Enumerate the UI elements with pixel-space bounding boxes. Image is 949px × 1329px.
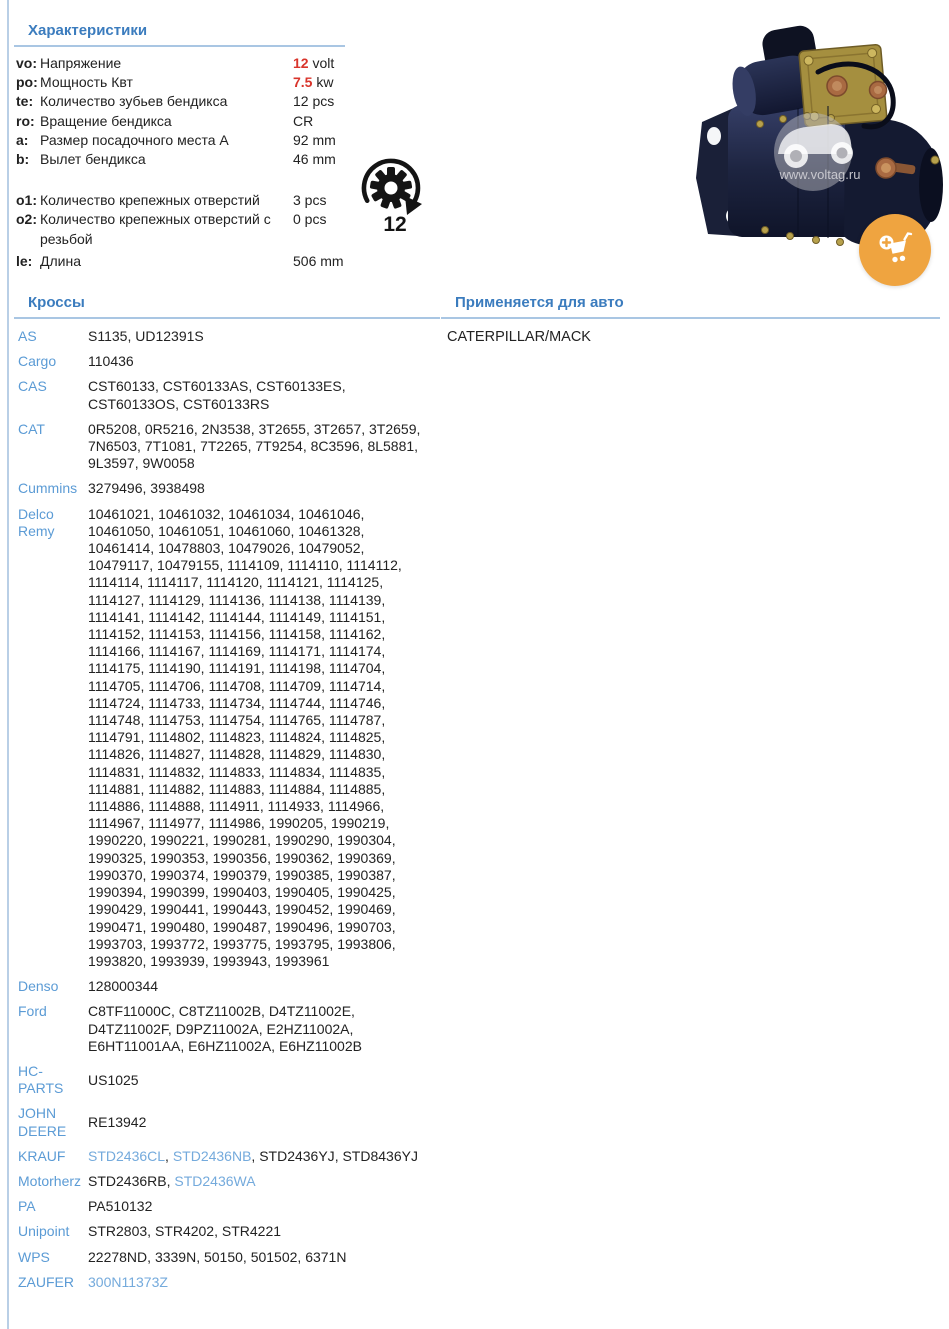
cross-values xyxy=(88,978,432,995)
teeth-count-label: 12 xyxy=(383,213,407,235)
char-row xyxy=(14,73,345,92)
cross-row xyxy=(14,978,440,995)
cross-value: 1114791 xyxy=(88,729,141,746)
cross-value: 1114966 xyxy=(327,798,381,815)
char-code: te: xyxy=(16,93,34,110)
cross-brand-link[interactable]: Denso xyxy=(18,978,59,995)
char-value: 3 pcs xyxy=(293,192,327,209)
cross-values: C8TF11000C, C8TZ11002B, D4TZ11002E, D4TZ11002F, D9PZ11002A, E2HZ11002A, E6HT11001AA, E6HZ11002A, E6HZ11002B xyxy=(88,1003,362,1054)
rotation-teeth-badge xyxy=(355,155,431,235)
characteristics-section xyxy=(14,22,345,271)
cross-value: 6371N xyxy=(305,1248,347,1265)
cross-value: STD8436YJ xyxy=(342,1147,418,1164)
cross-value: 8L5881 xyxy=(367,438,415,455)
cross-value: 1114830 xyxy=(328,746,382,763)
cross-value: 22278ND xyxy=(88,1248,148,1265)
cross-value: 10461414 xyxy=(88,540,151,557)
cross-value: 1990356 xyxy=(212,849,268,866)
cross-value: 0R5208 xyxy=(88,420,138,437)
cross-value: 1114156 xyxy=(208,626,261,643)
char-value-number: 92 xyxy=(293,131,309,148)
char-code: ro: xyxy=(16,112,35,129)
cross-value: 1990379 xyxy=(212,866,268,883)
char-row xyxy=(14,54,345,73)
cross-value: 1990405 xyxy=(274,884,330,901)
cross-value: 1114704 xyxy=(328,660,382,677)
char-name: Вылет бендикса xyxy=(40,151,146,168)
cross-value: CST60133 xyxy=(88,378,155,395)
cross-value: 1114191 xyxy=(208,660,261,677)
cross-value: 1114169 xyxy=(208,643,261,660)
cross-value: 110436 xyxy=(88,353,134,370)
cross-value: 1114121 xyxy=(266,574,319,591)
cross-values: 3279496, 3938498 xyxy=(88,480,205,497)
cross-value: 1114151 xyxy=(328,608,382,625)
cross-value: 1114977 xyxy=(148,815,201,832)
cross-value: 1990220 xyxy=(88,832,143,849)
section-divider xyxy=(441,317,940,319)
cross-value: 1114709 xyxy=(268,677,322,694)
cross-value: 3T2659 xyxy=(369,420,417,437)
cross-value: 1990221 xyxy=(150,832,205,849)
cross-value: 1990205 xyxy=(268,815,324,832)
cross-value: 1114765 xyxy=(268,712,322,729)
watermark-text: www.voltag.ru xyxy=(779,167,861,182)
cross-value: 1114198 xyxy=(268,660,322,677)
product-photo xyxy=(650,2,949,290)
cross-value: 1114823 xyxy=(208,729,261,746)
char-name: Напряжение xyxy=(40,55,122,71)
cross-values xyxy=(88,353,432,370)
char-name: Вращение бендикса xyxy=(40,112,172,129)
cross-value: 1114110 xyxy=(287,557,339,574)
cross-value: 1990469 xyxy=(337,901,392,918)
cross-value: 1990703 xyxy=(337,918,392,935)
cross-value: STR4221 xyxy=(221,1223,282,1240)
cross-row xyxy=(14,1274,440,1291)
cross-value: 1114828 xyxy=(208,746,261,763)
cart-plus-icon xyxy=(875,230,915,270)
cross-value: 1114175 xyxy=(88,660,141,677)
cross-value: 1114753 xyxy=(148,712,201,729)
cross-value: 1990369 xyxy=(337,849,392,866)
char-value: 92 mm xyxy=(293,131,336,148)
cross-value: 1114708 xyxy=(208,677,261,694)
cross-value-link[interactable]: STD2436WA xyxy=(174,1172,256,1189)
char-code: b: xyxy=(16,151,30,168)
cross-value: 1114829 xyxy=(268,746,322,763)
cross-value: 1114787 xyxy=(328,712,382,729)
char-row xyxy=(14,210,345,248)
cross-row xyxy=(14,1223,440,1240)
cross-value: STD2436YJ xyxy=(259,1147,335,1164)
cross-brand-link[interactable]: PA xyxy=(18,1198,36,1215)
char-value-number: 12 xyxy=(293,55,309,71)
cross-value: E6HT11001AA xyxy=(88,1037,181,1054)
cross-value: CST60133OS xyxy=(88,395,176,412)
cross-value: 1990403 xyxy=(212,884,268,901)
cross-value: 9L3597 xyxy=(88,455,135,472)
cross-value: 1114888 xyxy=(148,798,201,815)
char-value: 12 pcs xyxy=(293,93,335,110)
cross-value: 1114114 xyxy=(88,574,140,591)
cross-value: 1114883 xyxy=(208,780,261,797)
cross-value: 1114117 xyxy=(147,574,199,591)
cross-value: 10479117 xyxy=(88,557,150,574)
char-code: o2: xyxy=(16,211,37,228)
cross-brand-link[interactable]: Cargo xyxy=(18,353,57,370)
cross-value: 10461050 xyxy=(88,522,151,539)
cross-value: 1114831 xyxy=(88,763,141,780)
cross-value: 1114174 xyxy=(328,643,382,660)
cross-value: 1990385 xyxy=(274,866,330,883)
cross-value: 10461046 xyxy=(298,505,361,522)
cross-value: 1114744 xyxy=(268,694,322,711)
cross-value: 1114967 xyxy=(88,815,141,832)
cross-value: S1135 xyxy=(88,328,128,344)
cross-value: 7T2265 xyxy=(200,438,248,455)
cross-value: 1114886 xyxy=(88,798,141,815)
cross-row xyxy=(14,1173,440,1190)
cross-value: 7T1081 xyxy=(144,438,193,455)
cross-value: 1114162 xyxy=(328,626,382,643)
application-item: CATERPILLAR/MACK xyxy=(447,329,591,345)
cross-value: 1114706 xyxy=(148,677,201,694)
cross-value: 1990290 xyxy=(274,832,330,849)
cross-brand-link[interactable]: KRAUF xyxy=(18,1147,66,1164)
char-value: 0 pcs xyxy=(293,211,327,228)
cross-value: 1114833 xyxy=(208,763,261,780)
cross-value: D9PZ11002A xyxy=(175,1020,259,1037)
gear-rotation-icon xyxy=(355,155,431,235)
cross-value: 1990487 xyxy=(212,918,268,935)
applications-list xyxy=(441,328,940,347)
cross-value: E6HZ11002A xyxy=(188,1037,272,1054)
cross-value: 1114171 xyxy=(268,643,322,660)
cross-value-link[interactable]: STD2436CL xyxy=(88,1147,166,1164)
crosses-section xyxy=(14,294,440,1299)
cross-brand-link[interactable]: Unipoint xyxy=(18,1223,70,1240)
cross-value: 1114166 xyxy=(88,643,141,660)
cross-values xyxy=(88,1198,432,1215)
cross-value: 1993703 xyxy=(88,935,143,952)
cross-value: UD12391S xyxy=(135,328,204,344)
cross-value: 1993795 xyxy=(274,935,330,952)
cross-row xyxy=(14,1148,440,1165)
char-value-number: 7.5 xyxy=(293,74,313,91)
cross-value: 1993775 xyxy=(212,935,268,952)
cross-value: 10461328 xyxy=(298,522,361,539)
cross-value: 1114136 xyxy=(208,591,261,608)
cross-value: STD2436RB xyxy=(88,1172,167,1189)
cross-value: RE13942 xyxy=(88,1113,147,1130)
cross-brand-link[interactable]: CAS xyxy=(18,378,47,395)
cross-value: 10461021 xyxy=(88,505,151,522)
cross-value: 10461032 xyxy=(158,505,221,522)
cross-value: 128000344 xyxy=(88,978,159,995)
cross-value: 1114746 xyxy=(328,694,382,711)
cross-value: 1114832 xyxy=(148,763,201,780)
cross-value: 1114109 xyxy=(227,557,280,574)
cross-value: 1114734 xyxy=(208,694,261,711)
cross-value: 1114825 xyxy=(328,729,382,746)
cross-values: STD2436RB, STD2436WA xyxy=(88,1172,256,1189)
cross-value: 8C3596 xyxy=(310,438,360,455)
cross-value: 1990443 xyxy=(212,901,268,918)
char-name: Длина xyxy=(40,252,81,269)
cross-brand-link[interactable]: WPS xyxy=(18,1248,50,1265)
cross-value: 1114125 xyxy=(326,574,380,591)
char-row xyxy=(14,191,345,210)
char-value: 46 mm xyxy=(293,151,336,168)
cross-value: 1114882 xyxy=(148,780,201,797)
cross-value: 1990387 xyxy=(337,866,392,883)
cross-value: 10479155 xyxy=(157,557,220,574)
cross-value: 50150 xyxy=(203,1248,243,1265)
cross-value: 1114986 xyxy=(208,815,261,832)
cross-value: 10478803 xyxy=(158,540,221,557)
cross-value: 1114933 xyxy=(267,798,321,815)
cross-brand-link[interactable]: AS xyxy=(18,328,37,344)
char-code: vo: xyxy=(16,55,37,71)
cross-value: 1993806 xyxy=(337,935,392,952)
cross-value: 3279496 xyxy=(88,480,143,497)
cross-value: 10461034 xyxy=(228,505,291,522)
cross-brand-link[interactable]: Motorherz xyxy=(18,1172,82,1189)
cross-value: D4TZ11002F xyxy=(88,1020,168,1037)
add-to-cart-button[interactable] xyxy=(859,214,931,286)
page-left-border xyxy=(7,0,9,1329)
cross-value: 1990394 xyxy=(88,884,143,901)
cross-values: STD2436CL, STD2436NB, STD2436YJ, STD8436YJ xyxy=(88,1147,418,1164)
char-name: Мощность Квт xyxy=(40,74,133,91)
cross-value: 1990281 xyxy=(212,832,268,849)
cross-values: S1135, UD12391S xyxy=(88,328,204,344)
cross-value: 1990304 xyxy=(337,832,392,849)
char-value-number: CR xyxy=(293,112,314,129)
crosses-title: Кроссы xyxy=(28,294,85,311)
cross-value: 1114881 xyxy=(88,780,141,797)
cross-value: 1990425 xyxy=(337,884,392,901)
cross-values: STR2803, STR4202, STR4221 xyxy=(88,1223,282,1240)
char-code: po: xyxy=(16,74,38,91)
cross-value: 1990441 xyxy=(150,901,205,918)
applications-title: Применяется для авто xyxy=(455,294,624,311)
cross-value: 1114802 xyxy=(148,729,201,746)
cross-value: 1114141 xyxy=(88,608,141,625)
cross-row xyxy=(14,506,440,970)
char-value-number: 12 xyxy=(293,93,309,110)
cross-value: 1114158 xyxy=(268,626,322,643)
cross-value: 1114724 xyxy=(88,694,141,711)
cross-brand-link[interactable]: Delco Remy xyxy=(18,505,55,539)
cross-value: 501502 xyxy=(250,1248,298,1265)
char-code: a: xyxy=(16,131,29,148)
char-code: le: xyxy=(16,252,33,269)
char-row xyxy=(14,92,345,111)
cross-row xyxy=(14,1003,440,1055)
cross-value: 7T9254 xyxy=(255,438,303,455)
cross-value: 1114835 xyxy=(328,763,382,780)
cross-brand-link[interactable]: ZAUFER xyxy=(18,1273,74,1290)
cross-value: CST60133AS xyxy=(162,378,249,395)
char-value: 7.5 kw xyxy=(293,74,334,91)
cross-value: 1114129 xyxy=(148,591,201,608)
cross-value: 1990496 xyxy=(274,918,330,935)
cross-value: 1990219 xyxy=(330,815,386,832)
cross-value: 1114153 xyxy=(148,626,201,643)
cross-value: 1990471 xyxy=(88,918,143,935)
char-row xyxy=(14,112,345,131)
characteristics-title: Характеристики xyxy=(28,22,148,39)
cross-value: 1114167 xyxy=(148,643,201,660)
cross-value: 1114144 xyxy=(208,608,261,625)
cross-value: 10461051 xyxy=(158,522,221,539)
cross-value: 1993772 xyxy=(150,935,205,952)
cross-value-link[interactable]: STD2436NB xyxy=(172,1147,252,1164)
cross-value: 3339N xyxy=(154,1248,197,1265)
char-code: o1: xyxy=(16,192,37,209)
char-name: Размер посадочного места А xyxy=(40,131,229,148)
cross-value: 1114733 xyxy=(148,694,201,711)
cross-row xyxy=(14,378,440,412)
cross-value: 1114149 xyxy=(268,608,322,625)
characteristics-table xyxy=(14,54,345,271)
cross-value: 3T2657 xyxy=(313,420,362,437)
char-name: Количество зубьев бендикса xyxy=(40,93,228,110)
cross-value: 10479052 xyxy=(298,540,361,557)
cross-value: 1114754 xyxy=(208,712,261,729)
cross-value: 1114826 xyxy=(88,746,141,763)
char-row xyxy=(14,252,345,271)
cross-value: PA510132 xyxy=(88,1198,153,1215)
char-name: Количество крепежных отверстий xyxy=(40,192,260,209)
cross-brand-link[interactable]: CAT xyxy=(18,420,45,437)
cross-value: 9W0058 xyxy=(142,455,195,472)
cross-value: 1114824 xyxy=(268,729,322,746)
cross-value: 1114139 xyxy=(328,591,382,608)
cross-value: 7N6503 xyxy=(88,438,138,455)
cross-value: 1990362 xyxy=(274,849,330,866)
cross-value: 0R5216 xyxy=(144,420,194,437)
cross-value: STR2803 xyxy=(88,1223,148,1240)
cross-values: 0R5208, 0R5216, 2N3538, 3T2655, 3T2657, 3T2659, 7N6503, 7T1081, 7T2265, 7T9254, 8C3596, 8L5881, 9L3597, 9W0058 xyxy=(88,420,421,472)
cross-value: STR4202 xyxy=(154,1223,215,1240)
cross-value: 1114142 xyxy=(148,608,201,625)
cross-value: 1114152 xyxy=(88,626,141,643)
cross-value: 1990399 xyxy=(150,884,205,901)
cross-values: 22278ND, 3339N, 50150, 501502, 6371N xyxy=(88,1248,347,1265)
cross-value: 1993961 xyxy=(274,952,330,969)
cross-value: 1114714 xyxy=(328,677,382,694)
cross-row xyxy=(14,1063,440,1097)
char-row xyxy=(14,131,345,150)
cross-row xyxy=(14,353,440,370)
cross-values xyxy=(88,1114,432,1131)
cross-row xyxy=(14,1249,440,1266)
cross-value-link[interactable]: 300N11373Z xyxy=(88,1273,168,1290)
cross-value: 1993820 xyxy=(88,952,143,969)
cross-value: D4TZ11002E xyxy=(268,1003,352,1020)
cross-value: 1990353 xyxy=(150,849,205,866)
cross-value: 1114127 xyxy=(88,591,141,608)
cross-values xyxy=(88,1072,432,1089)
cross-value: 1114138 xyxy=(268,591,322,608)
char-value-number: 46 xyxy=(293,151,309,168)
char-value: 12 volt xyxy=(293,55,335,71)
cross-brand-link[interactable]: Cummins xyxy=(18,480,78,497)
cross-row xyxy=(14,421,440,473)
cross-value: CST60133RS xyxy=(182,395,270,412)
cross-value: 10461060 xyxy=(228,522,291,539)
cross-row xyxy=(14,480,440,497)
cross-value: US1025 xyxy=(88,1071,139,1088)
cross-value: 2N3538 xyxy=(201,420,251,437)
char-value xyxy=(293,112,345,131)
cross-value: 1990429 xyxy=(88,901,143,918)
cross-value: 3T2655 xyxy=(258,420,306,437)
cross-values: 10461021, 10461032, 10461034, 10461046, 10461050, 10461051, 10461060, 10461328, 10461414, 10478803, 10479026, 10479052, 10479117, 10479155, 1114109, 1114110, 1114112, 1114114, 1114117, 1114120, 1114121, 1114125, 1114127, 1114129, 1114136, 1114138, 1114139, 1114141, 1114142, 1114144, 1114149, 1114151, 1114152, 1114153, 1114156, 1114158, 1114162, 1114166, 1114167, 1114169, 1114171, 1114174, 1114175, 1114190, 1114191, 1114198, 1114704, 1114705, 1114706, 1114708, 1114709, 1114714, 1114724, 1114733, 1114734, 1114744, 1114746, 1114748, 1114753, 1114754, 1114765, 1114787, 1114791, 1114802, 1114823, 1114824, 1114825, 1114826, 1114827, 1114828, 1114829, 1114830, 1114831, 1114832, 1114833, 1114834, 1114835, 1114881, 1114882, 1114883, 1114884, 1114885, 1114886, 1114888, 1114911, 1114933, 1114966, 1114967, 1114977, 1114986, 1990205, 1990219, 1990220, 1990221, 1990281, 1990290, 1990304, 1990325, 1990353, 1990356, 1990362, 1990369, 1990370, 1990374, 1990379, 1990385, 1990387, 1990394, 1990399, 1990403, 1990405, 1990425, 1990429, 1990441, 1990443, 1990452, 1990469, 1990471, 1990480, 1990487, 1990496, 1990703, 1993703, 1993772, 1993775, 1993795, 1993806, 1993820, 1993939, 1993943, 1993961 xyxy=(88,505,402,969)
cross-value: 1114112 xyxy=(346,557,398,574)
char-value-number: 3 xyxy=(293,192,301,209)
cross-value: 1114911 xyxy=(208,798,260,815)
cross-value: 1990374 xyxy=(150,866,205,883)
section-divider xyxy=(14,317,440,319)
cross-value: 1114884 xyxy=(268,780,322,797)
cross-value: 1114748 xyxy=(88,712,141,729)
section-divider xyxy=(14,45,345,47)
cross-value: 1114885 xyxy=(328,780,382,797)
cross-value: 3938498 xyxy=(150,480,205,497)
cross-values xyxy=(88,1274,432,1291)
cross-value: 1990370 xyxy=(88,866,143,883)
char-value-number: 0 xyxy=(293,211,301,228)
cross-value: 1114827 xyxy=(148,746,201,763)
char-row xyxy=(14,150,345,169)
cross-brand-link[interactable]: JOHN DEERE xyxy=(18,1105,67,1139)
crosses-table xyxy=(14,328,440,1291)
char-value: 506 mm xyxy=(293,252,344,269)
cross-row xyxy=(14,328,440,345)
cross-value: 10479026 xyxy=(228,540,291,557)
cross-value: 1114705 xyxy=(88,677,141,694)
cross-value: 1993939 xyxy=(150,952,205,969)
cross-value: 1990480 xyxy=(150,918,205,935)
char-name: Количество крепежных отверстий с резьбой xyxy=(40,211,271,247)
cross-value: E2HZ11002A xyxy=(266,1020,350,1037)
cross-value: E6HZ11002B xyxy=(278,1037,362,1054)
cross-value: 1114190 xyxy=(148,660,201,677)
cross-values: CST60133, CST60133AS, CST60133ES, CST60133OS, CST60133RS xyxy=(88,378,346,412)
cross-value: 1114834 xyxy=(268,763,322,780)
cross-value: C8TZ11002B xyxy=(178,1003,262,1020)
cross-value: CST60133ES xyxy=(256,378,342,395)
cross-value: C8TF11000C xyxy=(88,1003,172,1020)
cross-value: 1990325 xyxy=(88,849,143,866)
cross-row xyxy=(14,1198,440,1215)
applications-section xyxy=(441,294,940,347)
char-value-number: 506 xyxy=(293,252,317,269)
cross-row xyxy=(14,1105,440,1139)
cross-value: 1990452 xyxy=(274,901,330,918)
cross-value: 1114120 xyxy=(206,574,259,591)
cross-brand-link[interactable]: HC-PARTS xyxy=(18,1062,64,1097)
cross-value: 1993943 xyxy=(212,952,268,969)
cross-brand-link[interactable]: Ford xyxy=(18,1003,47,1020)
